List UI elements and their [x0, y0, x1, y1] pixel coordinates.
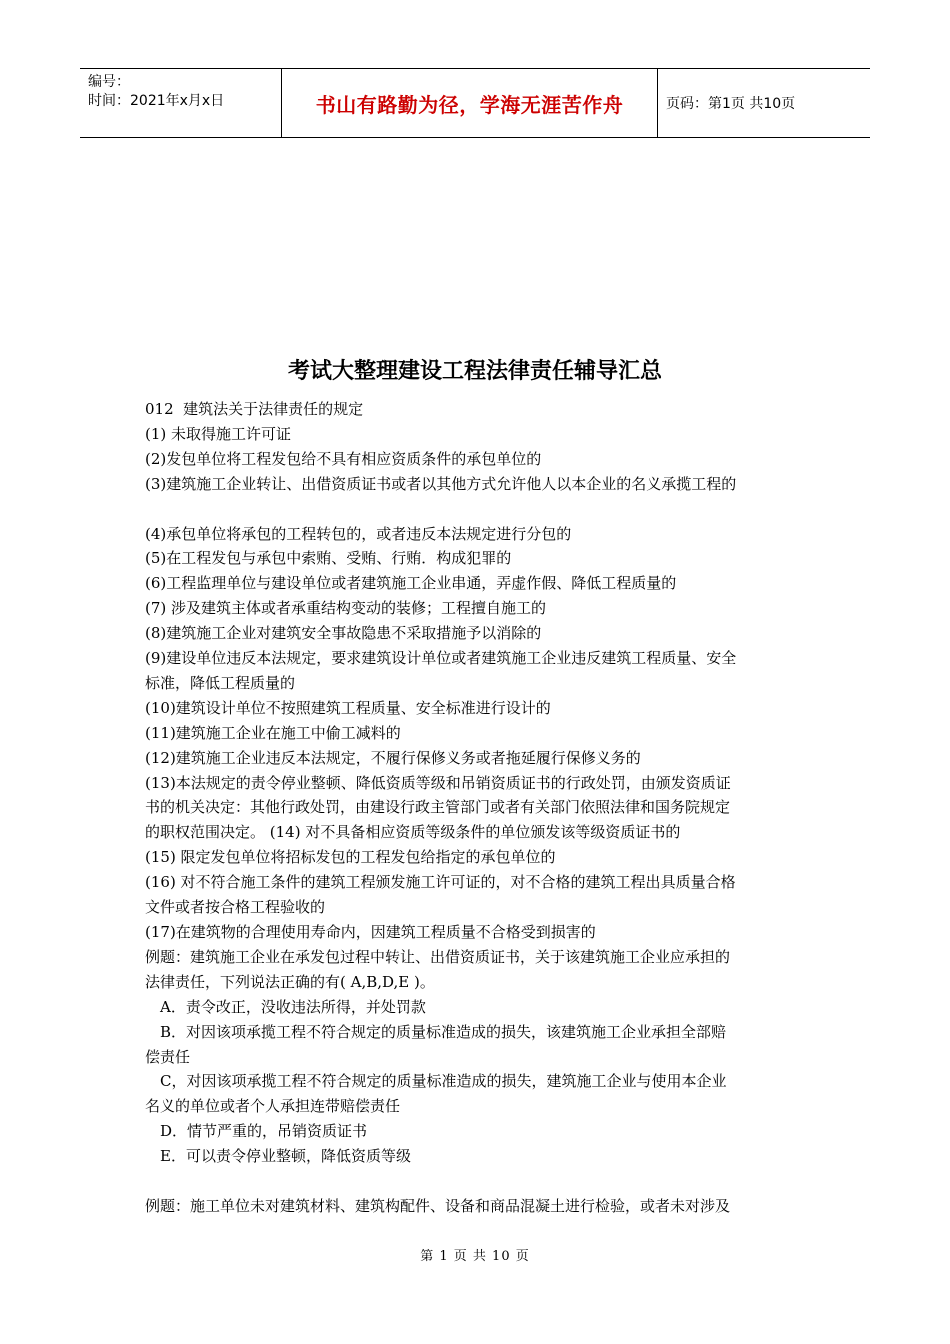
body-line: 的职权范围决定。 (14) 对不具备相应资质等级条件的单位颁发该等级资质证书的: [145, 823, 681, 842]
body-line: (17)在建筑物的合理使用寿命内，因建筑工程质量不合格受到损害的: [145, 923, 596, 942]
body-line: 法律责任，下列说法正确的有( A,B,D,E )。: [145, 972, 435, 991]
body-line: D．情节严重的，吊销资质证书: [160, 1122, 368, 1141]
body-line: (10)建筑设计单位不按照建筑工程质量、安全标准进行设计的: [145, 698, 551, 717]
body-line: [145, 497, 815, 522]
header-motto: 书山有路勤为径，学海无涯苦作舟: [282, 69, 658, 137]
body-line: (8)建筑施工企业对建筑安全事故隐患不采取措施予以消除的: [145, 624, 542, 643]
body-line: 012 建筑法关于法律责任的规定: [145, 400, 364, 418]
body-line: 标准，降低工程质量的: [145, 673, 296, 692]
body-line: 例题：施工单位未对建筑材料、建筑构配件、设备和商品混凝土进行检验，或者未对涉及: [145, 1196, 731, 1215]
body-line: (4)承包单位将承包的工程转包的，或者违反本法规定进行分包的: [145, 524, 572, 543]
body-line: (3)建筑施工企业转让、出借资质证书或者以其他方式允许他人以本企业的名义承揽工程的: [145, 474, 737, 493]
body-line: A．责令改正，没收违法所得，并处罚款: [160, 997, 426, 1016]
body-line: 名义的单位或者个人承担连带赔偿责任: [145, 1097, 401, 1116]
body-line: (13)本法规定的责令停业整顿、降低资质等级和吊销资质证书的行政处罚，由颁发资质证: [145, 773, 731, 792]
body-line: C，对因该项承揽工程不符合规定的质量标准造成的损失，建筑施工企业与使用本企业: [160, 1072, 727, 1091]
body-line: (1) 未取得施工许可证: [145, 424, 292, 443]
body-line: (12)建筑施工企业违反本法规定，不履行保修义务或者拖延履行保修义务的: [145, 748, 641, 767]
page-footer: 第 1 页 共 10 页: [420, 1249, 530, 1264]
body-line: (2)发包单位将工程发包给不具有相应资质条件的承包单位的: [145, 449, 542, 468]
body-line: (11)建筑施工企业在施工中偷工减料的: [145, 723, 401, 742]
page-header: [80, 68, 870, 138]
body-line: 文件或者按合格工程验收的: [145, 898, 326, 917]
body-line: 书的机关决定：其他行政处罚，由建设行政主管部门或者有关部门依照法律和国务院规定: [145, 798, 731, 817]
body-line: (15) 限定发包单位将招标发包的工程发包给指定的承包单位的: [145, 848, 556, 867]
document-title: 考试大整理建设工程法律责任辅导汇总: [287, 359, 662, 384]
document-body: [145, 397, 815, 1219]
body-line: 例题：建筑施工企业在承发包过程中转让、出借资质证书，关于该建筑施工企业应承担的: [145, 947, 731, 966]
body-line: (7) 涉及建筑主体或者承重结构变动的装修；工程擅自施工的: [145, 599, 547, 618]
body-line: [145, 1169, 815, 1194]
body-line: (5)在工程发包与承包中索贿、受贿、行贿．构成犯罪的: [145, 549, 512, 568]
body-line: 偿责任: [145, 1047, 191, 1066]
body-line: (9)建设单位违反本法规定，要求建筑设计单位或者建筑施工企业违反建筑工程质量、安全: [145, 649, 737, 668]
body-line: E．可以责令停业整顿，降低资质等级: [160, 1147, 411, 1166]
header-page-info: 页码：第1页 共10页: [666, 96, 796, 112]
body-line: (16) 对不符合施工条件的建筑工程颁发施工许可证的，对不合格的建筑工程出具质量合格: [145, 873, 736, 892]
body-line: (6)工程监理单位与建设单位或者建筑施工企业串通，弄虚作假、降低工程质量的: [145, 574, 677, 593]
document-number-label: 编号：: [88, 74, 130, 90]
document-time-label: 时间：2021年x月x日: [88, 93, 225, 109]
header-meta: [80, 69, 282, 137]
body-line: B．对因该项承揽工程不符合规定的质量标准造成的损失，该建筑施工企业承担全部赔: [160, 1022, 727, 1041]
